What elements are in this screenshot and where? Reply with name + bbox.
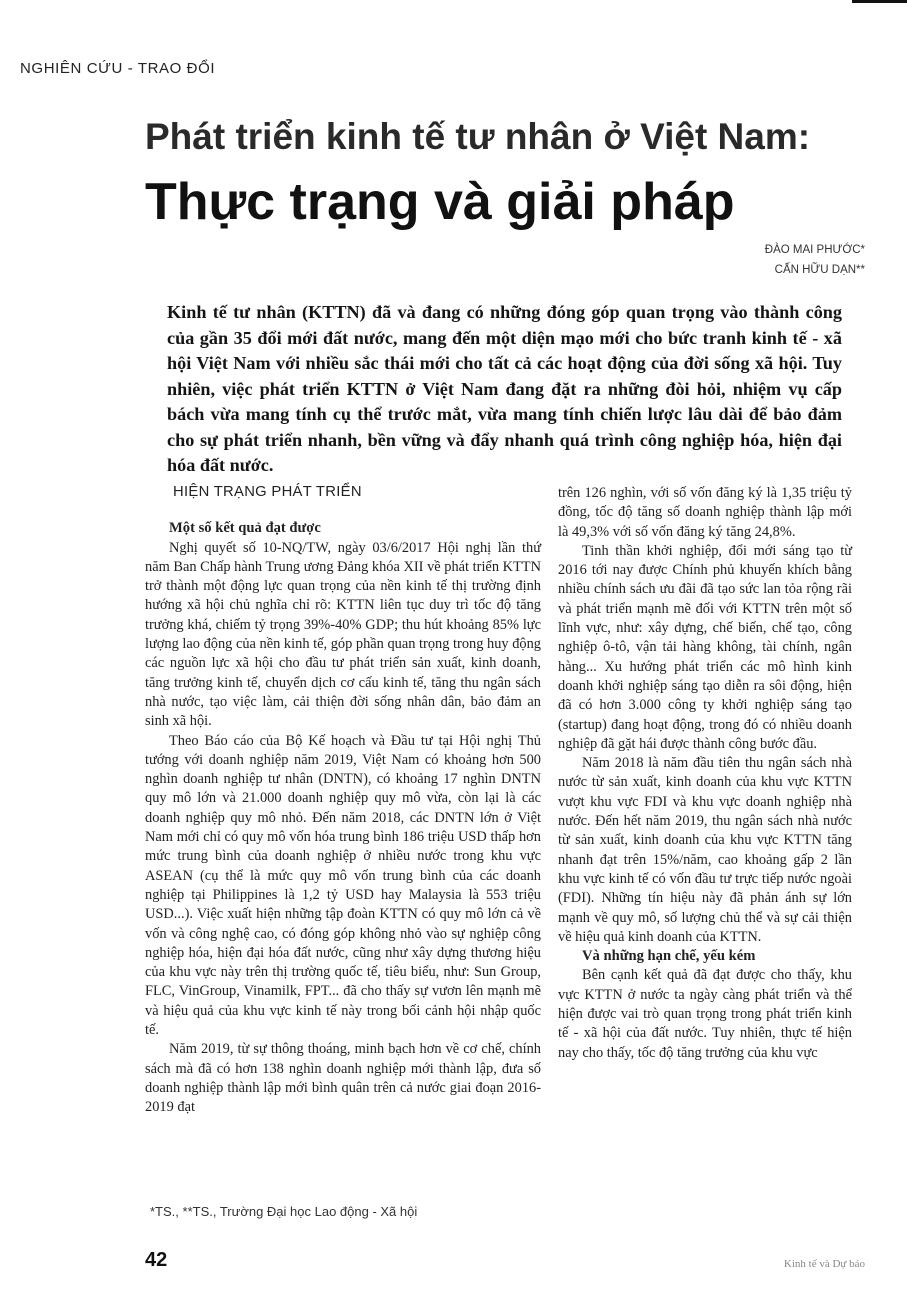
paragraph: Nghị quyết số 10-NQ/TW, ngày 03/6/2017 Hội nghị lần thứ năm Ban Chấp hành Trung ương Đảng khóa XII về phát triển KTTN trở thành một động lực quan trọng của nền kinh tế thị trường định hướng xã hội chủ nghĩa chỉ rõ: KTTN liên tục duy trì tốc độ tăng trưởng khá, chiếm tỷ trọng 39%-40% GDP; thu hút khoảng 85% lực lượng lao động của nền kinh tế, góp phần quan trọng trong huy động các nguồn lực xã hội cho đầu tư phát triển sản xuất, kinh doanh, tăng trưởng kinh tế, chuyển dịch cơ cấu kinh tế, tăng thu ngân sách nhà nước, tạo việc làm, cải thiện đời sống nhân dân, bảo đảm an sinh xã hội.: [145, 539, 541, 730]
subheading-limitations: Và những hạn chế, yếu kém: [582, 948, 756, 965]
paragraph: Tinh thần khởi nghiệp, đổi mới sáng tạo từ 2016 tới nay được Chính phủ khuyến khích bằng nhiều chính sách ưu đãi đã tạo sức lan tỏa rộng rãi và phát triển mạnh mẽ đối với KTTN trên một số lĩnh vực, như: xây dựng, chế biến, chế tạo, công nghiệp ô-tô, vận tải hàng không, tài chính, ngân hàng... Xu hướng phát triển các mô hình kinh doanh khởi nghiệp sáng tạo diễn ra sôi động, hiện đã có hơn 3.000 công ty khởi nghiệp sáng tạo (startup) đang hoạt động, trong đó có nhiều doanh nghiệp đã gặt hái được thành công bước đầu.: [558, 542, 852, 752]
journal-name: Kinh tế và Dự báo: [783, 1258, 865, 1270]
subheading-results: Một số kết quả đạt được: [169, 520, 321, 537]
left-column: [145, 483, 541, 1118]
article-title-line1: Phát triển kinh tế tư nhân ở Việt Nam:: [145, 116, 811, 157]
article-title-line2: Thực trạng và giải pháp: [145, 173, 735, 231]
author-1: ĐÀO MAI PHƯỚC*: [764, 244, 865, 256]
corner-mark: [852, 0, 907, 3]
abstract: Kinh tế tư nhân (KTTN) đã và đang có những đóng góp quan trọng vào thành công của gần 35 đổi mới đất nước, mang đến một diện mạo mới cho bức tranh kinh tế - xã hội Việt Nam với nhiều sắc thái mới cho tất cả các hoạt động của đời sống xã hội. Tuy nhiên, việc phát triển KTTN ở Việt Nam đang đặt ra những đòi hỏi, nhiệm vụ cấp bách vừa mang tính cụ thể trước mắt, vừa mang tính chiến lược lâu dài để bảo đảm cho sự phát triển nhanh, bền vững và đẩy nhanh quá trình công nghiệp hóa, hiện đại hóa đất nước.: [167, 302, 842, 475]
paragraph: Năm 2019, từ sự thông thoáng, minh bạch hơn về cơ chế, chính sách mà đã có hơn 138 nghìn doanh nghiệp mới thành lập, đưa số doanh nghiệp thành lập mới bình quân trên cả nước giai đoạn 2016-2019 đạt: [145, 1041, 541, 1116]
paragraph: Năm 2018 là năm đầu tiên thu ngân sách nhà nước từ sản xuất, kinh doanh của khu vực KTTN vượt khu vực FDI và khu vực doanh nghiệp nhà nước. Đến hết năm 2019, thu ngân sách nhà nước từ sản xuất, kinh doanh của khu vực KTTN tăng nhanh đạt trên 15%/năm, cao khoảng gấp 2 lần khu vực kinh tế có vốn đầu tư trực tiếp nước ngoài (FDI). Những tín hiệu này đã phản ánh sự lớn mạnh về quy mô, số lượng chủ thể và sự cải thiện về hiệu quả kinh doanh của KTTN.: [558, 755, 852, 945]
section-heading: HIỆN TRẠNG PHÁT TRIỂN: [173, 484, 362, 500]
page-number: 42: [145, 1249, 168, 1271]
paragraph: trên 126 nghìn, với số vốn đăng ký là 1,35 triệu tỷ đồng, tốc độ tăng số doanh nghiệp thành lập mới là 49,3% với số vốn đăng ký tăng 24,8%.: [558, 485, 852, 540]
authors-block: [765, 240, 865, 280]
right-column: [558, 484, 852, 1063]
paragraph: Bên cạnh kết quả đã đạt được cho thấy, khu vực KTTN ở nước ta ngày càng phát triển và thể hiện được vai trò quan trọng trong phát triển kinh tế - xã hội của đất nước. Tuy nhiên, thực tế hiện nay cho thấy, tốc độ tăng trưởng của khu vực: [558, 967, 852, 1061]
paragraph: Theo Báo cáo của Bộ Kế hoạch và Đầu tư tại Hội nghị Thủ tướng với doanh nghiệp năm 2019, Việt Nam có khoảng hơn 500 nghìn doanh nghiệp tư nhân (DNTN), có khoảng 17 nghìn DNTN quy mô lớn và 21.000 doanh nghiệp quy mô vừa, còn lại là các doanh nghiệp quy mô nhỏ. Đến năm 2018, các DNTN lớn ở Việt Nam mới chỉ có quy mô vốn hóa trung bình 186 triệu USD thấp hơn mức trung bình của doanh nghiệp ở nhiều nước trong khu vực ASEAN (cụ thể là mức quy mô vốn trung bình của các doanh nghiệp tại Philippines là 1,2 tỷ USD hay Malaysia là 553 triệu USD...). Việc xuất hiện những tập đoàn KTTN có quy mô lớn cả về vốn và công nghệ cao, có đóng góp không nhỏ vào sự nghiệp công nghiệp hóa, hiện đại hóa đất nước, cũng như xây dựng thương hiệu của khu vực này trên thị trường quốc tế, tiêu biểu, như: Sun Group, FLC, VinGroup, Vinamilk, FPT... đã cho thấy sự vươn lên mạnh mẽ và hiệu quả của khu vực kinh tế này trong bối cảnh hội nhập quốc tế.: [145, 732, 541, 1039]
author-2: CẤN HỮU DẠN**: [774, 264, 865, 276]
footnote: *TS., **TS., Trường Đại học Lao động - Xã hội: [150, 1204, 418, 1219]
section-label: NGHIÊN CỨU - TRAO ĐỔI: [20, 60, 216, 77]
